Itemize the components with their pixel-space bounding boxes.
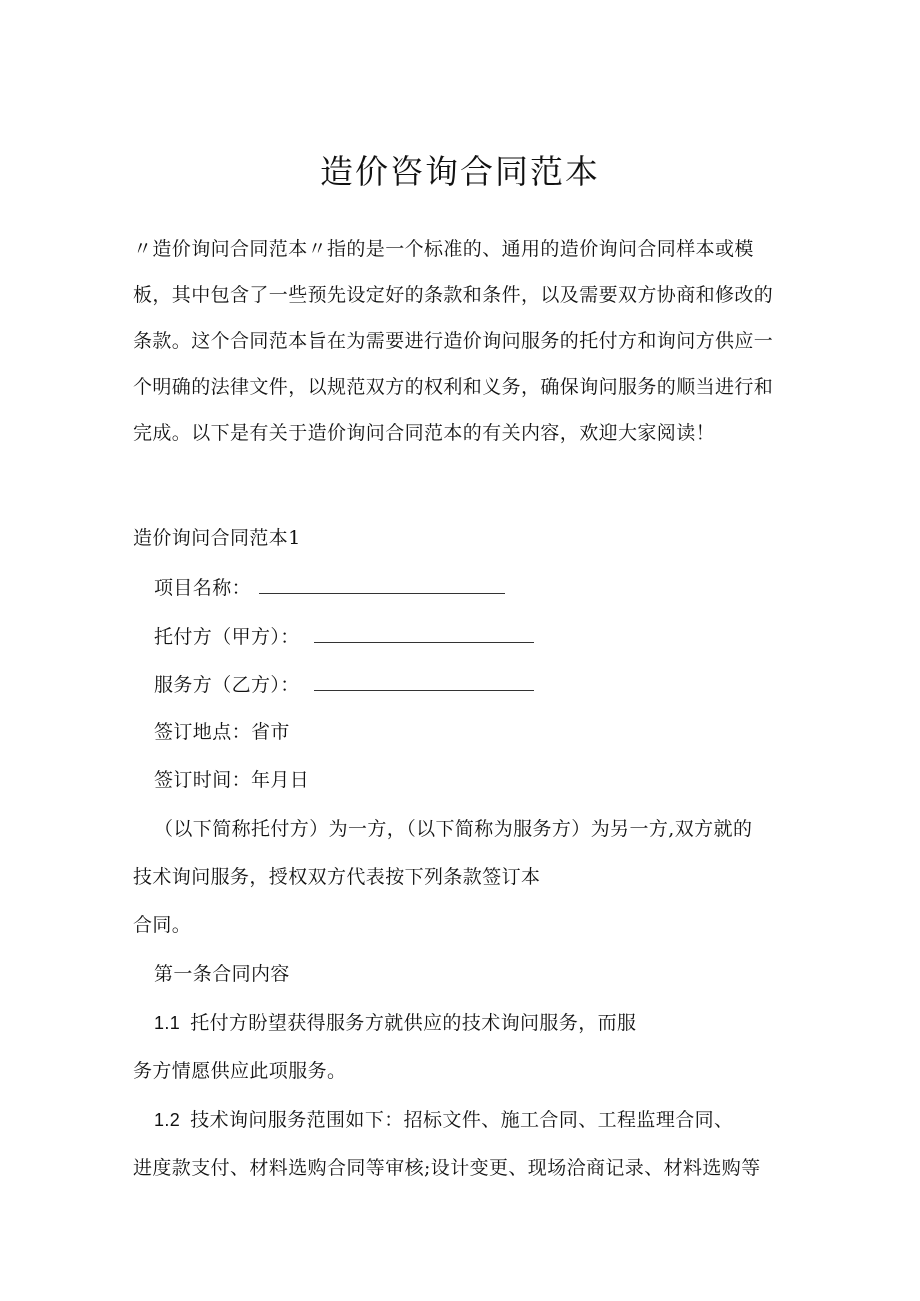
client-label: 托付方（甲方）： [154, 626, 300, 648]
intro-line: 条款。这个合同范本旨在为需要进行造价询问服务的托付方和询问方供应一 [133, 330, 774, 352]
clause-text: 技术询问服务范围如下：招标文件、施工合同、工程监理合同、 [190, 1109, 734, 1131]
clause-number: 1.1 [154, 1013, 181, 1033]
provider-label: 服务方（乙方）： [154, 674, 300, 696]
signing-place: 签订地点：省市 [154, 721, 290, 743]
project-name-row [154, 573, 505, 602]
document-title: 造价咨询合同范本 [320, 152, 600, 191]
project-name-blank [259, 573, 505, 594]
article-heading: 第一条合同内容 [154, 963, 290, 985]
project-name-label: 项目名称： [154, 577, 252, 599]
parties-line: 技术询问服务，授权双方代表按下列条款签订本 [133, 866, 541, 888]
intro-line: 完成。以下是有关于造价询问合同范本的有关内容，欢迎大家阅读！ [133, 422, 716, 444]
clause-text: 托付方盼望获得服务方就供应的技术询问服务，而服 [190, 1012, 637, 1034]
provider-row [154, 670, 534, 699]
clause-1-1 [154, 1009, 636, 1037]
section-heading: 造价询问合同范本1 [133, 527, 301, 549]
clause-1-2-cont: 进度款支付、材料选购合同等审核;设计变更、现场洽商记录、材料选购等 [133, 1157, 761, 1179]
intro-line: 个明确的法律文件，以规范双方的权利和义务，确保询问服务的顺当进行和 [133, 376, 774, 398]
signing-time: 签订时间：年月日 [154, 769, 310, 791]
intro-line: 板，其中包含了一些预先设定好的条款和条件，以及需要双方协商和修改的 [133, 284, 774, 306]
clause-number: 1.2 [154, 1110, 181, 1130]
provider-blank [314, 670, 534, 691]
intro-paragraph [133, 226, 793, 456]
clause-1-1-cont: 务方情愿供应此项服务。 [133, 1060, 347, 1082]
parties-line: （以下简称托付方）为一方，（以下简称为服务方）为另一方,双方就的 [154, 818, 753, 840]
clause-1-2 [154, 1106, 733, 1134]
client-row [154, 622, 534, 651]
intro-line: 〃造价询问合同范本〃指的是一个标准的、通用的造价询问合同样本或模 [133, 238, 754, 260]
client-blank [314, 622, 534, 643]
parties-line: 合同。 [133, 914, 192, 936]
